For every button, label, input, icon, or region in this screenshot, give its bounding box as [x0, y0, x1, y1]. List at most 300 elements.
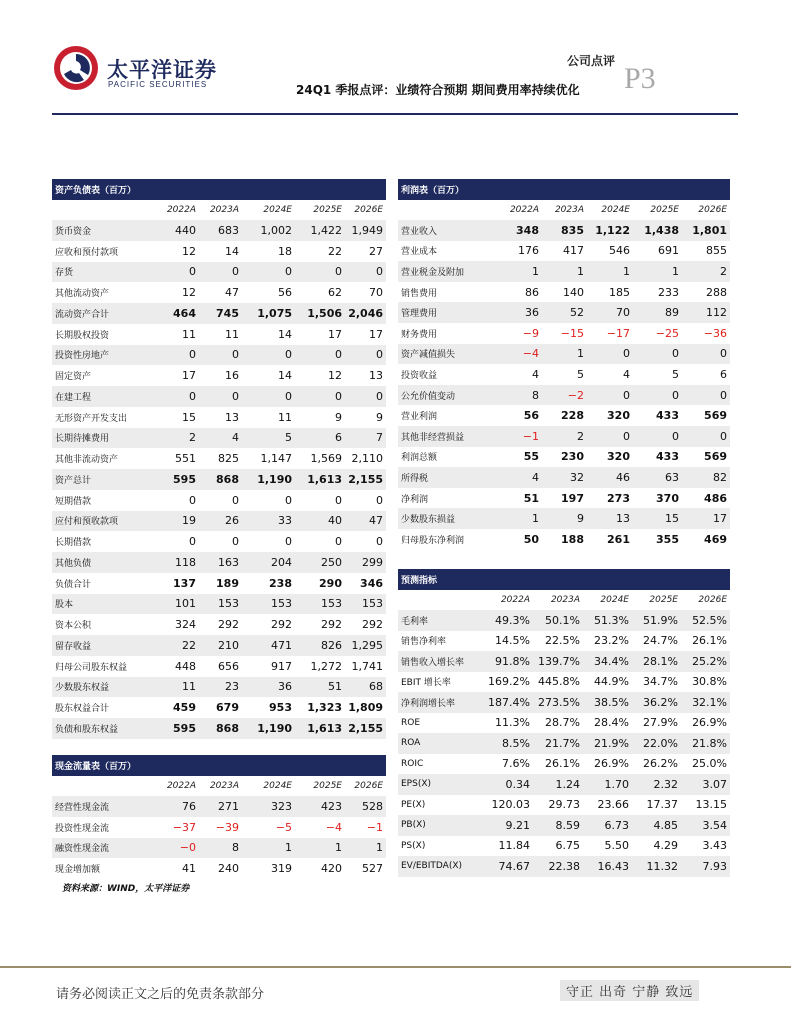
row-label: 毛利率 — [398, 610, 483, 631]
row-value: 5.50 — [604, 839, 629, 853]
section-title: 资产负债表（百万） — [52, 179, 386, 200]
row-value: 1,949 — [345, 220, 386, 241]
row-value: 1,613 — [295, 718, 345, 739]
year-header: 2022A — [509, 205, 539, 215]
row-value: 101 — [160, 594, 199, 615]
row-value: 153 — [199, 594, 242, 615]
table-row — [398, 447, 730, 468]
row-value: −17 — [606, 326, 630, 340]
table-row — [398, 529, 730, 550]
row-value: 112 — [682, 302, 730, 323]
row-value: 0 — [189, 493, 196, 507]
section-title-row — [52, 179, 386, 200]
row-value: 1 — [500, 261, 542, 282]
row-value: 0 — [285, 535, 292, 549]
row-label: 流动资产合计 — [52, 303, 160, 324]
row-value: 26.1% — [692, 634, 728, 648]
row-value: 0 — [633, 344, 682, 365]
row-value: 0 — [160, 262, 199, 283]
row-value: 153 — [345, 594, 386, 615]
row-value: 14.5% — [495, 634, 530, 648]
row-value: 11.3% — [495, 716, 530, 730]
row-value: 292 — [362, 618, 384, 632]
year-header-row — [398, 200, 730, 220]
row-value: −37 — [172, 820, 196, 834]
row-value: 8 — [199, 838, 242, 859]
row-label: 投资性房地产 — [52, 345, 160, 366]
row-value: 0 — [587, 385, 633, 406]
row-value: 1,613 — [295, 469, 345, 490]
row-value: 14 — [278, 369, 292, 383]
year-header-blank — [52, 200, 160, 220]
row-value: 38.5% — [583, 692, 632, 713]
row-label: PS(X) — [401, 840, 426, 851]
row-value: 14 — [225, 244, 239, 258]
row-value: 21.8% — [681, 733, 730, 754]
row-value: 12 — [328, 369, 342, 383]
row-value: 0 — [587, 344, 633, 365]
row-value: 22 — [328, 244, 342, 258]
row-value: 27.9% — [643, 716, 678, 730]
row-value: 0 — [682, 385, 730, 406]
row-label: 所得税 — [398, 467, 500, 488]
row-value: 1 — [345, 838, 386, 859]
row-value: 440 — [160, 220, 199, 241]
row-value: 2 — [160, 428, 199, 449]
row-value: 0 — [335, 493, 342, 507]
row-value: 348 — [500, 220, 542, 241]
table-row — [52, 817, 386, 838]
year-header: 2025E — [649, 595, 678, 605]
row-value: 0 — [295, 262, 345, 283]
row-value: 445.8% — [538, 675, 580, 689]
row-label: 长期股权投资 — [55, 330, 110, 341]
row-value: 230 — [561, 450, 584, 464]
row-value: 17 — [682, 508, 730, 529]
row-value: 1,122 — [587, 220, 633, 241]
row-value: 36.2% — [632, 692, 681, 713]
row-label: 公允价值变动 — [398, 385, 500, 406]
table-row — [398, 651, 730, 672]
table-row — [52, 511, 386, 532]
row-value: −1 — [366, 820, 384, 834]
row-label: 在建工程 — [52, 386, 160, 407]
row-value: 51 — [295, 677, 345, 698]
row-label: 资产总计 — [52, 469, 160, 490]
row-value: 185 — [609, 285, 630, 299]
row-value: 70 — [369, 286, 384, 300]
row-value: 1 — [295, 838, 345, 859]
row-label: 销售费用 — [401, 288, 438, 299]
row-value: 55 — [523, 450, 539, 464]
footer-divider — [0, 966, 791, 968]
table-row — [398, 302, 730, 323]
section-title-row — [398, 179, 730, 200]
row-label: 股东权益合计 — [55, 704, 110, 715]
table-row — [52, 858, 386, 879]
table-row — [398, 488, 730, 509]
year-header: 2024E — [263, 781, 292, 791]
disclaimer-text: 请务必阅读正文之后的免责条款部分 — [56, 987, 265, 1002]
row-value: 3.54 — [681, 815, 730, 836]
row-value: 1,190 — [242, 718, 295, 739]
report-type: 公司点评 — [567, 54, 616, 68]
row-value: 1,506 — [295, 303, 345, 324]
row-value: 1 — [633, 261, 682, 282]
row-value: 0 — [335, 535, 342, 549]
table-row — [52, 303, 386, 324]
table-row — [398, 220, 730, 241]
row-value: 4.85 — [632, 815, 681, 836]
row-label: 应付和预收款项 — [52, 511, 160, 532]
table-row — [52, 656, 386, 677]
row-value: 1.70 — [583, 774, 632, 795]
row-value: 4.29 — [653, 839, 678, 853]
row-value: 17 — [182, 369, 196, 383]
row-value: 5 — [577, 367, 584, 381]
row-value: 9 — [376, 410, 384, 424]
row-value: 1,295 — [345, 635, 386, 656]
table-row — [398, 385, 730, 406]
row-value: 288 — [706, 285, 728, 299]
row-value: 18 — [278, 244, 292, 258]
row-value: 0 — [633, 385, 682, 406]
row-value: 0 — [587, 426, 633, 447]
row-value: 0 — [345, 345, 386, 366]
year-header: 2023A — [209, 205, 239, 215]
row-value: 13 — [587, 508, 633, 529]
row-value: 4 — [623, 367, 630, 381]
row-value: 22.0% — [632, 733, 681, 754]
row-value: 16 — [225, 369, 239, 383]
table-row — [398, 261, 730, 282]
year-header: 2023A — [554, 205, 584, 215]
table-row — [52, 531, 386, 552]
income-statement-table — [398, 179, 730, 550]
row-value: 2 — [682, 261, 730, 282]
table-row — [52, 386, 386, 407]
table-row — [52, 594, 386, 615]
row-value: 13 — [225, 410, 239, 424]
table-row — [52, 697, 386, 718]
row-value: 13.15 — [695, 798, 728, 812]
company-motto: 守正 出奇 宁静 致远 — [560, 980, 699, 1001]
row-value: 26 — [199, 511, 242, 532]
year-header: 2026E — [698, 205, 728, 215]
row-value: 1 — [587, 261, 633, 282]
year-header: 2024E — [601, 205, 630, 215]
row-value: 7.6% — [502, 757, 530, 771]
row-value: 595 — [160, 718, 199, 739]
table-row — [52, 324, 386, 345]
table-row — [52, 282, 386, 303]
row-value: 4 — [532, 367, 539, 381]
table-row — [52, 469, 386, 490]
row-value: 40 — [295, 511, 345, 532]
row-value: 5 — [672, 367, 679, 381]
row-value: 176 — [518, 244, 539, 258]
row-label: 其他负债 — [52, 552, 160, 573]
table-row — [52, 573, 386, 594]
row-value: 33 — [242, 511, 295, 532]
table-row — [52, 220, 386, 241]
row-label: 营业税金及附加 — [398, 261, 500, 282]
row-label: 其他流动资产 — [55, 289, 110, 300]
row-value: −5 — [275, 820, 292, 834]
row-value: 22.38 — [533, 856, 583, 877]
year-header: 2025E — [313, 781, 342, 791]
row-value: 1,075 — [242, 303, 295, 324]
row-value: 4 — [199, 428, 242, 449]
row-label: 经营性现金流 — [52, 796, 160, 817]
row-value: 51.9% — [632, 610, 681, 631]
row-value: 23.2% — [594, 634, 629, 648]
row-value: 1,190 — [242, 469, 295, 490]
row-value: 569 — [704, 409, 728, 423]
year-header-row — [52, 776, 386, 796]
row-value: 2 — [542, 426, 587, 447]
year-header: 2024E — [600, 595, 629, 605]
row-value: 76 — [160, 796, 199, 817]
table-row — [398, 754, 730, 775]
row-label: 无形资产开发支出 — [55, 413, 128, 424]
row-value: 9.21 — [483, 815, 533, 836]
row-value: 7 — [345, 428, 386, 449]
row-value: 250 — [295, 552, 345, 573]
row-value: 433 — [656, 450, 679, 464]
row-label: EBIT 增长率 — [401, 678, 451, 689]
row-value: 32.1% — [681, 692, 730, 713]
row-value: 17.37 — [646, 798, 678, 812]
row-value: 1,801 — [682, 220, 730, 241]
row-value: 11.84 — [498, 839, 530, 853]
row-value: 527 — [362, 862, 384, 876]
row-value: −4 — [500, 344, 542, 365]
row-value: 683 — [199, 220, 242, 241]
table-row — [398, 405, 730, 426]
row-value: 323 — [242, 796, 295, 817]
row-value: 7.93 — [681, 856, 730, 877]
row-value: 47 — [225, 286, 239, 300]
row-label: 营业收入 — [398, 220, 500, 241]
row-label: 管理费用 — [398, 302, 500, 323]
row-value: 0 — [199, 262, 242, 283]
row-value: 27 — [369, 244, 384, 258]
year-header-blank — [398, 590, 483, 610]
row-label: PB(X) — [398, 815, 483, 836]
table-row — [398, 672, 730, 693]
header-divider — [52, 113, 738, 115]
row-value: 0 — [232, 493, 239, 507]
row-value: 9 — [542, 508, 587, 529]
year-header-blank — [398, 200, 500, 220]
table-row — [398, 610, 730, 631]
row-value: 1,002 — [242, 220, 295, 241]
row-label: 股本 — [52, 594, 160, 615]
year-header: 2025E — [313, 205, 342, 215]
row-value: 0 — [633, 426, 682, 447]
row-value: 56 — [523, 409, 539, 423]
row-value: −4 — [325, 820, 342, 834]
year-header-row — [52, 200, 386, 220]
row-value: 6 — [295, 428, 345, 449]
data-source-note: 资料来源：WIND，太平洋证券 — [62, 884, 190, 894]
row-value: 41 — [182, 862, 196, 876]
row-label: 净利润增长率 — [398, 692, 483, 713]
row-value: 0 — [682, 426, 730, 447]
row-value: 51.3% — [583, 610, 632, 631]
row-value: 355 — [656, 532, 679, 546]
table-row — [52, 718, 386, 739]
row-value: 595 — [160, 469, 199, 490]
row-value: 26.1% — [545, 757, 580, 771]
row-value: −39 — [215, 820, 239, 834]
row-value: 0 — [199, 345, 242, 366]
row-value: 240 — [218, 862, 239, 876]
row-value: 0 — [160, 386, 199, 407]
row-label: 固定资产 — [55, 372, 92, 383]
row-value: 1 — [242, 838, 295, 859]
row-value: 656 — [218, 659, 239, 673]
row-label: 归母股东净利润 — [401, 535, 465, 546]
row-value: 486 — [704, 491, 728, 505]
row-value: 210 — [199, 635, 242, 656]
row-value: 2,046 — [345, 303, 386, 324]
row-value: 52.5% — [681, 610, 730, 631]
row-value: 197 — [561, 491, 584, 505]
row-value: 2,110 — [351, 452, 384, 466]
brand-name-en: PACIFIC SECURITIES — [108, 80, 208, 89]
row-value: 0 — [376, 493, 384, 507]
row-value: 1 — [542, 344, 587, 365]
year-header: 2022A — [166, 781, 196, 791]
row-value: 917 — [271, 659, 292, 673]
table-row — [398, 815, 730, 836]
row-value: 34.4% — [583, 651, 632, 672]
row-value: 0 — [189, 535, 196, 549]
row-value: 346 — [360, 576, 384, 590]
table-row — [52, 635, 386, 656]
row-label: 长期借款 — [55, 538, 92, 549]
table-row — [52, 407, 386, 428]
row-label: 营业成本 — [401, 247, 438, 258]
row-value: 63 — [633, 467, 682, 488]
row-value: −15 — [560, 326, 584, 340]
row-value: 23.66 — [597, 798, 629, 812]
year-header: 2022A — [166, 205, 196, 215]
row-value: 324 — [175, 618, 196, 632]
row-value: 679 — [216, 701, 239, 715]
row-value: 36 — [242, 677, 295, 698]
table-row — [52, 262, 386, 283]
row-value: 86 — [525, 285, 539, 299]
row-value: −36 — [703, 326, 728, 340]
row-value: 0 — [376, 535, 384, 549]
row-value: 868 — [199, 718, 242, 739]
row-value: 233 — [658, 285, 679, 299]
row-value: 36 — [500, 302, 542, 323]
row-value: −2 — [542, 385, 587, 406]
page-number: P3 — [624, 62, 656, 95]
year-header-blank — [52, 776, 160, 796]
row-value: 12 — [182, 244, 196, 258]
row-value: 11 — [225, 327, 239, 341]
row-value: 8.59 — [533, 815, 583, 836]
row-value: 0 — [295, 386, 345, 407]
row-label: 其他非流动资产 — [55, 455, 119, 466]
row-value: 28.7% — [545, 716, 580, 730]
row-value: 49.3% — [483, 610, 533, 631]
row-value: 1,272 — [310, 659, 342, 673]
row-label: EV/EBITDA(X) — [398, 856, 483, 877]
row-value: 273.5% — [533, 692, 583, 713]
row-value: 26.2% — [643, 757, 678, 771]
year-header: 2023A — [209, 781, 239, 791]
row-value: 6 — [720, 367, 728, 381]
table-row — [52, 428, 386, 449]
row-label: ROIC — [401, 758, 424, 769]
row-value: 169.2% — [488, 675, 530, 689]
row-label: ROA — [398, 733, 483, 754]
row-value: 12 — [182, 286, 196, 300]
row-label: 货币资金 — [52, 220, 160, 241]
table-row — [398, 733, 730, 754]
row-value: 22.5% — [545, 634, 580, 648]
forecast-indicators-table — [398, 569, 730, 877]
row-value: 0 — [295, 345, 345, 366]
table-row — [52, 365, 386, 386]
row-value: 271 — [199, 796, 242, 817]
row-value: 2,155 — [345, 718, 386, 739]
row-value: 9 — [335, 410, 342, 424]
row-label: PE(X) — [401, 799, 426, 810]
row-value: 163 — [199, 552, 242, 573]
row-value: 153 — [242, 594, 295, 615]
table-row — [52, 677, 386, 698]
row-value: 2,155 — [345, 469, 386, 490]
row-value: 370 — [656, 491, 679, 505]
row-value: 51 — [523, 491, 539, 505]
table-row — [398, 241, 730, 262]
row-value: 1.24 — [533, 774, 583, 795]
row-value: 187.4% — [483, 692, 533, 713]
table-row — [52, 796, 386, 817]
row-value: 153 — [295, 594, 345, 615]
row-value: 835 — [542, 220, 587, 241]
row-value: 292 — [218, 618, 239, 632]
row-value: 417 — [563, 244, 584, 258]
row-label: 营业利润 — [401, 412, 438, 423]
row-value: 1,569 — [310, 452, 342, 466]
row-value: 23 — [199, 677, 242, 698]
row-label: 归母公司股东权益 — [55, 662, 128, 673]
row-value: 82 — [682, 467, 730, 488]
row-label: 财务费用 — [401, 329, 438, 340]
report-title: 24Q1 季报点评：业绩符合预期 期间费用率持续优化 — [296, 83, 580, 97]
row-value: 68 — [345, 677, 386, 698]
row-value: 471 — [242, 635, 295, 656]
row-label: 存货 — [52, 262, 160, 283]
row-value: 6.75 — [555, 839, 580, 853]
row-value: 420 — [321, 862, 342, 876]
row-value: −9 — [522, 326, 539, 340]
table-row — [398, 323, 730, 344]
row-label: 融资性现金流 — [52, 838, 160, 859]
table-row — [52, 838, 386, 859]
row-value: 32 — [542, 467, 587, 488]
row-value: 459 — [173, 701, 196, 715]
row-value: 11 — [278, 410, 292, 424]
